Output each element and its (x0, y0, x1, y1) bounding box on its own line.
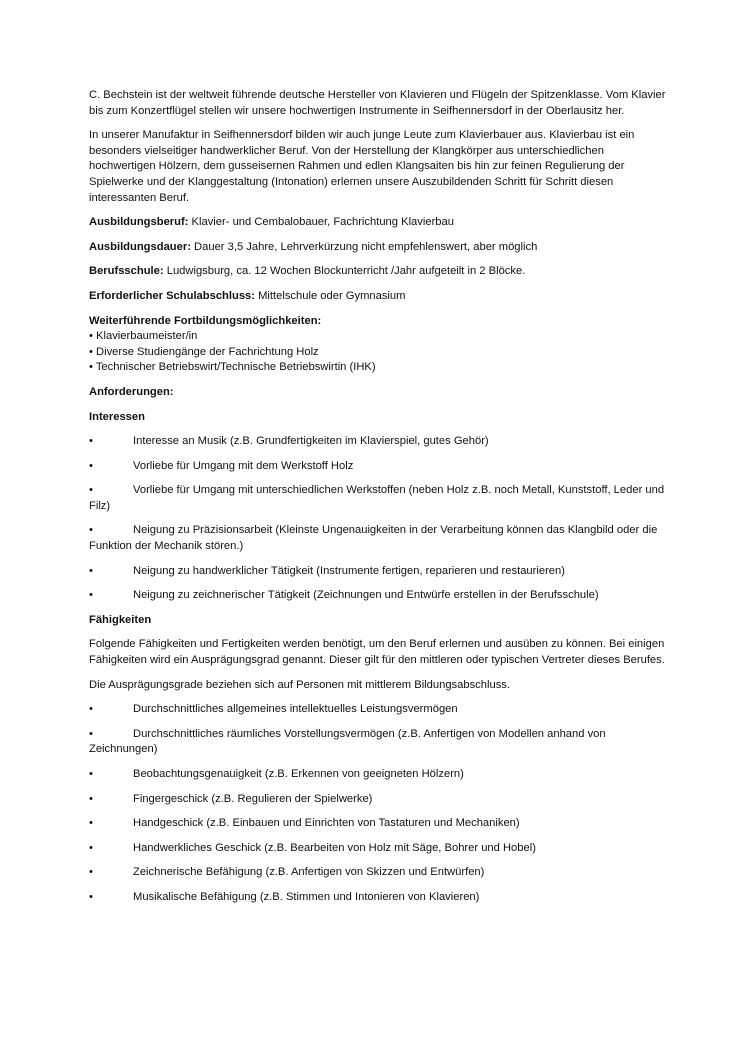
list-item: • Handwerkliches Geschick (z.B. Bearbeiten von Holz mit Säge, Bohrer und Hobel) (89, 841, 536, 854)
interests-heading: Interessen (89, 410, 145, 423)
document-page (89, 88, 669, 915)
fact-ausbildungsdauer: Ausbildungsdauer: Dauer 3,5 Jahre, Lehrverkürzung nicht empfehlenswert, aber möglich (89, 240, 538, 253)
list-item: • Interesse an Musik (z.B. Grundfertigkeiten im Klavierspiel, gutes Gehör) (89, 435, 489, 448)
list-item: • Beobachtungsgenauigkeit (z.B. Erkennen von geeigneten Hölzern) (89, 768, 464, 780)
list-item: • Zeichnerische Befähigung (z.B. Anfertigen von Skizzen und Entwürfen) (89, 866, 485, 879)
intro-paragraph-1: C. Bechstein ist der weltweit führende deutsche Hersteller von Klavieren und Flügeln der Spitzenklasse. Vom Klavier bis zum Konzertflügel stellen wir unsere hochwertigen Instrumente in Seifhennersdorf in der Oberlausitz her. (89, 89, 666, 117)
requirements-heading: Anforderungen: (89, 385, 174, 398)
list-item: • Vorliebe für Umgang mit unterschiedlichen Werkstoffen (neben Holz z.B. noch Metall, Kunststoff, Leder und Filz) (89, 484, 665, 512)
list-item: • Handgeschick (z.B. Einbauen und Einrichten von Tastaturen und Mechaniken) (89, 817, 520, 830)
list-item: • Neigung zu handwerklicher Tätigkeit (Instrumente fertigen, reparieren und restaurieren) (89, 564, 565, 577)
abilities-paragraph-1: Folgende Fähigkeiten und Fertigkeiten werden benötigt, um den Beruf erlernen und ausüben zu können. Bei einigen Fähigkeiten wird ein Ausprägungsgrad genannt. Dieser gilt für den mittleren oder typischen Vertreter dieses Berufes. (89, 638, 665, 667)
further-training-list (89, 314, 669, 376)
further-training-heading: Weiterführende Fortbildungsmöglichkeiten: (89, 314, 322, 327)
list-item: • Diverse Studiengänge der Fachrichtung Holz (89, 345, 319, 358)
abilities-heading: Fähigkeiten (89, 613, 152, 626)
fact-schulabschluss: Erforderlicher Schulabschluss: Mittelschule oder Gymnasium (89, 289, 406, 302)
list-item: • Klavierbaumeister/in (89, 330, 198, 343)
list-item: • Durchschnittliches räumliches Vorstellungsvermögen (z.B. Anfertigen von Modellen anhand von Zeichnungen) (89, 727, 606, 756)
list-item: • Fingergeschick (z.B. Regulieren der Spielwerke) (89, 792, 373, 805)
intro-paragraph-2: In unserer Manufaktur in Seifhennersdorf bilden wir auch junge Leute zum Klavierbauer aus. Klavierbau ist ein besonders vielseitiger handwerklicher Beruf. Von der Herstellung der Klangkörper aus unterschiedlichen hochwertigen Hölzern, dem gusseisernen Rahmen und edlen Klangsaiten bis hin zur feinen Regulierung der Spielwerke und der Klanggestaltung (Intonation) erlernen unsere Auszubildenden Schritt für Schritt diesen interessanten Beruf. (89, 129, 635, 204)
list-item: • Musikalische Befähigung (z.B. Stimmen und Intonieren von Klavieren) (89, 890, 480, 903)
list-item: • Neigung zu Präzisionsarbeit (Kleinste Ungenauigkeiten in der Verarbeitung können das Klangbild oder die Funktion der Mechanik stören.) (89, 524, 658, 553)
fact-berufsschule: Berufsschule: Ludwigsburg, ca. 12 Wochen Blockunterricht /Jahr aufgeteilt in 2 Blöcke. (89, 265, 526, 278)
list-item: • Durchschnittliches allgemeines intellektuelles Leistungsvermögen (89, 703, 458, 716)
list-item: • Technischer Betriebswirt/Technische Betriebswirtin (IHK) (89, 361, 376, 374)
fact-ausbildungsberuf: Ausbildungsberuf: Klavier- und Cembalobauer, Fachrichtung Klavierbau (89, 216, 454, 229)
list-item: • Neigung zu zeichnerischer Tätigkeit (Zeichnungen und Entwürfe erstellen in der Berufsschule) (89, 589, 599, 602)
abilities-paragraph-2: Die Ausprägungsgrade beziehen sich auf Personen mit mittlerem Bildungsabschluss. (89, 678, 511, 691)
list-item: • Vorliebe für Umgang mit dem Werkstoff Holz (89, 459, 354, 472)
